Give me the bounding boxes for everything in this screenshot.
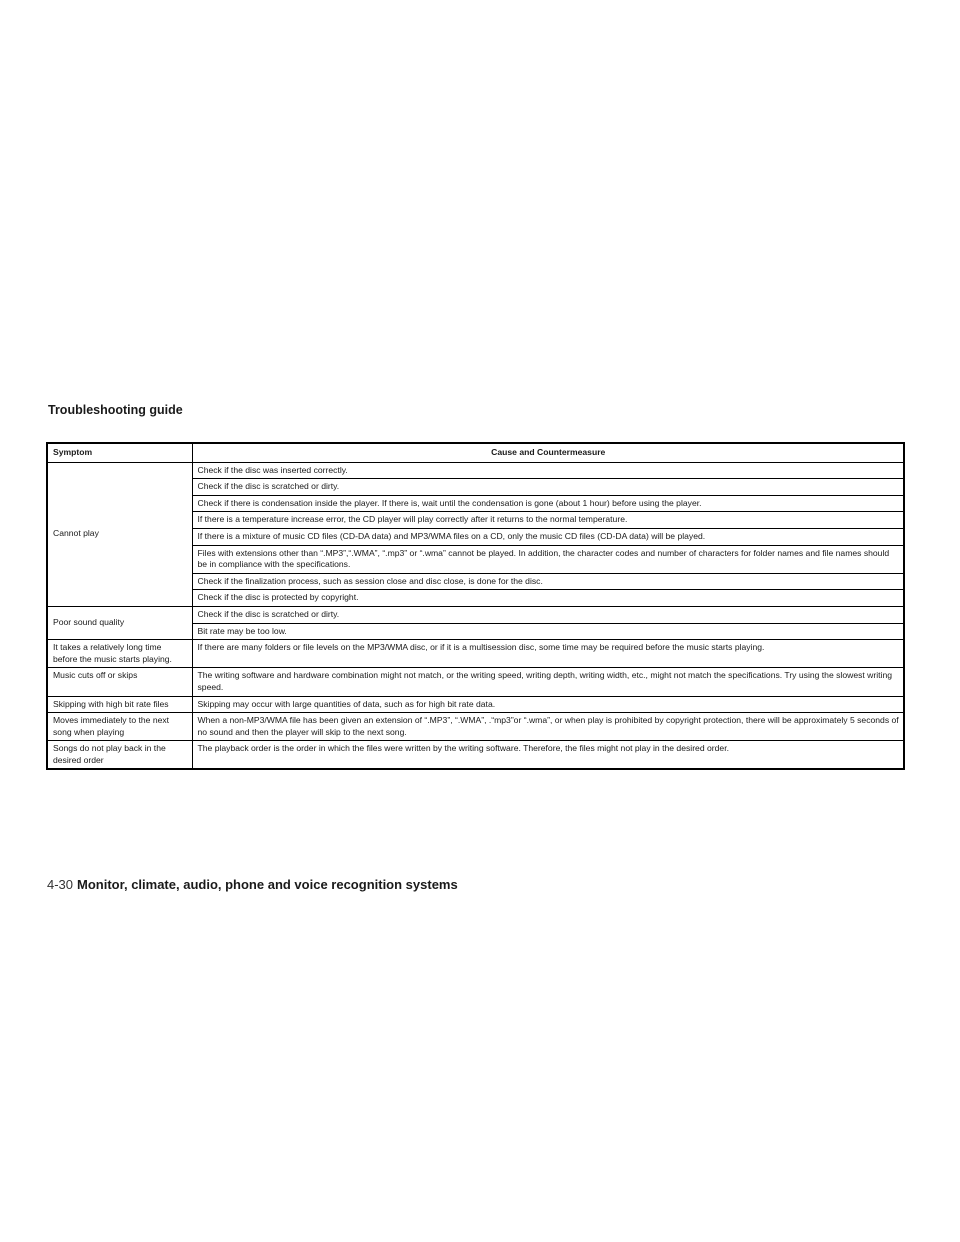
cause-cell: Check if there is condensation inside the player. If there is, wait until the condensation is gone (about 1 hour) before using the player. <box>192 495 904 512</box>
table-row <box>47 668 904 696</box>
cause-cell: The playback order is the order in which the files were written by the writing software. Therefore, the files might not play in the desired order. <box>192 741 904 770</box>
cause-column-header: Cause and Countermeasure <box>192 443 904 462</box>
symptom-cell: Cannot play <box>47 462 192 606</box>
cause-cell: Bit rate may be too low. <box>192 623 904 640</box>
page-footer <box>47 877 458 892</box>
cause-cell: Check if the disc is scratched or dirty. <box>192 606 904 623</box>
table-row <box>47 713 904 741</box>
page-number: 4-30 <box>47 877 74 892</box>
symptom-cell: Music cuts off or skips <box>47 668 192 696</box>
symptom-column-header: Symptom <box>47 443 192 462</box>
table-header-row <box>47 443 904 462</box>
cause-cell: Check if the disc is protected by copyright. <box>192 590 904 607</box>
chapter-title: Monitor, climate, audio, phone and voice recognition systems <box>77 877 458 892</box>
cause-cell: If there are many folders or file levels on the MP3/WMA disc, or if it is a multisession disc, some time may be required before the music starts playing. <box>192 640 904 668</box>
cause-cell: Files with extensions other than “.MP3”,“.WMA”, “.mp3” or “.wma” cannot be played. In addition, the character codes and number of characters for folder names and file names should be in compliance with the specifications. <box>192 545 904 573</box>
table-row <box>47 741 904 770</box>
table-row <box>47 462 904 479</box>
symptom-cell: Moves immediately to the next song when playing <box>47 713 192 741</box>
symptom-cell: Skipping with high bit rate files <box>47 696 192 713</box>
troubleshooting-table <box>46 442 905 770</box>
cause-cell: Check if the disc was inserted correctly. <box>192 462 904 479</box>
cause-cell: Check if the finalization process, such as session close and disc close, is done for the disc. <box>192 573 904 590</box>
section-title: Troubleshooting guide <box>48 403 183 417</box>
table-body <box>47 462 904 769</box>
symptom-cell: Poor sound quality <box>47 606 192 639</box>
cause-cell: If there is a temperature increase error, the CD player will play correctly after it returns to the normal temperature. <box>192 512 904 529</box>
table-row <box>47 696 904 713</box>
cause-cell: If there is a mixture of music CD files (CD-DA data) and MP3/WMA files on a CD, only the music CD files (CD-DA data) will be played. <box>192 528 904 545</box>
cause-cell: The writing software and hardware combination might not match, or the writing speed, writing depth, writing width, etc., might not match the specifications. Try using the slowest writing speed. <box>192 668 904 696</box>
symptom-cell: Songs do not play back in the desired order <box>47 741 192 770</box>
cause-cell: Check if the disc is scratched or dirty. <box>192 479 904 496</box>
cause-cell: When a non-MP3/WMA file has been given an extension of “.MP3”, “.WMA”, .“mp3”or “.wma”, or when play is prohibited by copyright protection, there will be approximately 5 seconds of no sound and then the player will skip to the next song. <box>192 713 904 741</box>
cause-cell: Skipping may occur with large quantities of data, such as for high bit rate data. <box>192 696 904 713</box>
table-row <box>47 640 904 668</box>
symptom-cell: It takes a relatively long time before the music starts playing. <box>47 640 192 668</box>
table-row <box>47 606 904 623</box>
